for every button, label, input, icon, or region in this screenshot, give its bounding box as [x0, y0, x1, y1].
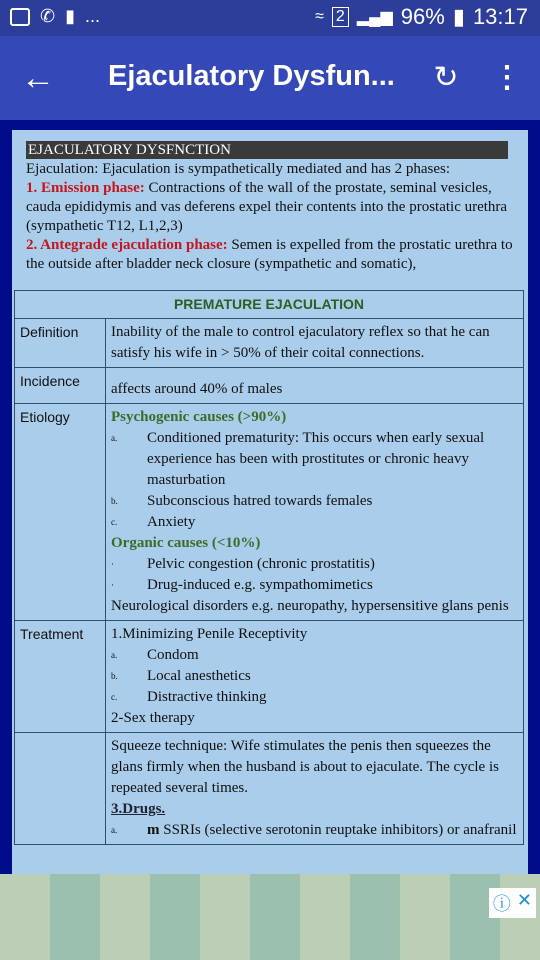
status-right [315, 4, 528, 30]
ad-controls [489, 888, 536, 918]
sim-badge: 2 [332, 7, 349, 27]
list-item-text: Distractive thinking [147, 689, 267, 705]
list-item-text: Condom [147, 647, 199, 663]
list-item [111, 687, 518, 708]
phase2-label: 2. Antegrade ejaculation phase: [26, 237, 228, 253]
definition-label: Definition [15, 319, 106, 368]
list-marker: b. [111, 496, 118, 506]
neurological-text: Neurological disorders e.g. neuropathy, hypersensitive glans penis [111, 598, 509, 614]
list-item [111, 491, 518, 512]
treatment1-title: 1.Minimizing Penile Receptivity [111, 626, 308, 642]
list-marker: · [111, 580, 114, 590]
list-item-text: Local anesthetics [147, 668, 251, 684]
list-marker: a. [111, 825, 118, 835]
signal-icon: ▂▄▆ [356, 9, 393, 26]
premature-ejaculation-table [14, 290, 524, 845]
etiology-cell [106, 404, 524, 621]
list-item [111, 575, 518, 596]
wifi-icon: ≈ [315, 8, 324, 25]
definition-text: Inability of the male to control ejaculatory reflex so that he can satisfy his wife in > 50% of their coital connections. [106, 319, 524, 368]
list-marker: a. [111, 433, 118, 443]
psychogenic-title: Psychogenic causes (>90%) [111, 409, 287, 425]
table-row [15, 621, 524, 733]
battery-icon: ▮ [452, 4, 465, 29]
clock: 13:17 [472, 4, 528, 29]
app-bar [0, 36, 540, 120]
ad-banner[interactable] [0, 874, 540, 960]
phase1-label: 1. Emission phase: [26, 180, 145, 196]
list-item-text: Pelvic congestion (chronic prostatitis) [147, 556, 375, 572]
list-item [111, 428, 518, 491]
more-notifications: ... [85, 6, 101, 26]
table-header-row [15, 291, 524, 319]
phase2-text: Semen is expelled from the prostatic urethra to the outside after bladder neck closure (sympathetic and somatic), [26, 237, 513, 272]
table-row [15, 733, 524, 845]
document-view[interactable] [12, 130, 528, 874]
list-marker: · [111, 559, 114, 569]
list-marker: c. [111, 517, 118, 527]
list-marker: c. [111, 692, 118, 702]
table-row [15, 404, 524, 621]
incidence-cell [106, 368, 524, 404]
document-heading: EJACULATORY DYSFNCTION [26, 141, 508, 159]
treatment2-title: 2-Sex therapy [111, 710, 195, 726]
squeeze-cell [106, 733, 524, 845]
intro-paragraph [26, 160, 516, 274]
incidence-label: Incidence [15, 368, 106, 404]
refresh-icon[interactable]: ↻ [433, 61, 459, 94]
whatsapp-icon: ✆ [40, 6, 56, 26]
treatment-label: Treatment [15, 621, 106, 733]
status-bar [0, 0, 540, 36]
list-item-text: Anxiety [147, 514, 196, 530]
phase2-paragraph [26, 236, 516, 274]
status-left [10, 6, 100, 27]
list-item [111, 666, 518, 687]
squeeze-technique-text: Squeeze technique: Wife stimulates the penis then squeezes the glans firmly when the husband is about to ejaculate. The cycle is repeated several times. [111, 738, 499, 796]
overflow-menu-icon[interactable]: ⋮ [492, 61, 522, 94]
battery-level: 96% [400, 4, 445, 29]
back-arrow-icon[interactable]: ← [21, 59, 55, 97]
table-header: PREMATURE EJACULATION [15, 291, 524, 319]
drug-letter: m [147, 822, 160, 838]
info-icon[interactable]: ⓘ [492, 894, 511, 914]
treatment-cell [106, 621, 524, 733]
list-item-text: Conditioned prematurity: This occurs when early sexual experience has been with prostitutes or chronic heavy masturbation [147, 430, 485, 488]
list-item-text: Subconscious hatred towards females [147, 493, 373, 509]
list-item [111, 820, 518, 841]
etiology-label: Etiology [15, 404, 106, 621]
drugs-title: 3.Drugs. [111, 801, 166, 817]
phase1-paragraph [26, 179, 516, 236]
list-item-text: Drug-induced e.g. sympathomimetics [147, 577, 373, 593]
organic-title: Organic causes (<10%) [111, 535, 261, 551]
table-row [15, 368, 524, 404]
drug-text: SSRIs (selective serotonin reuptake inhibitors) or anafranil [159, 822, 517, 838]
list-item [111, 512, 518, 533]
list-marker: b. [111, 671, 118, 681]
list-item [111, 554, 518, 575]
phase1-text: Contractions of the wall of the prostate, seminal vesicles, cauda epididymis and vas deferens expel their contents into the prostatic urethra (sympathetic T12, L1,2,3) [26, 180, 508, 234]
ad-image[interactable] [0, 874, 540, 960]
gallery-notification-icon [10, 8, 30, 26]
page-title: Ejaculatory Dysfun... [108, 60, 395, 92]
list-item [111, 645, 518, 666]
intro-text: Ejaculation: Ejaculation is sympathetically mediated and has 2 phases: [26, 161, 451, 177]
message-icon: ▮ [65, 6, 75, 26]
incidence-text: affects around 40% of males [111, 381, 283, 397]
list-marker: a. [111, 650, 118, 660]
close-icon[interactable]: ✕ [516, 890, 532, 910]
empty-label-cell [15, 733, 106, 845]
table-row [15, 319, 524, 368]
